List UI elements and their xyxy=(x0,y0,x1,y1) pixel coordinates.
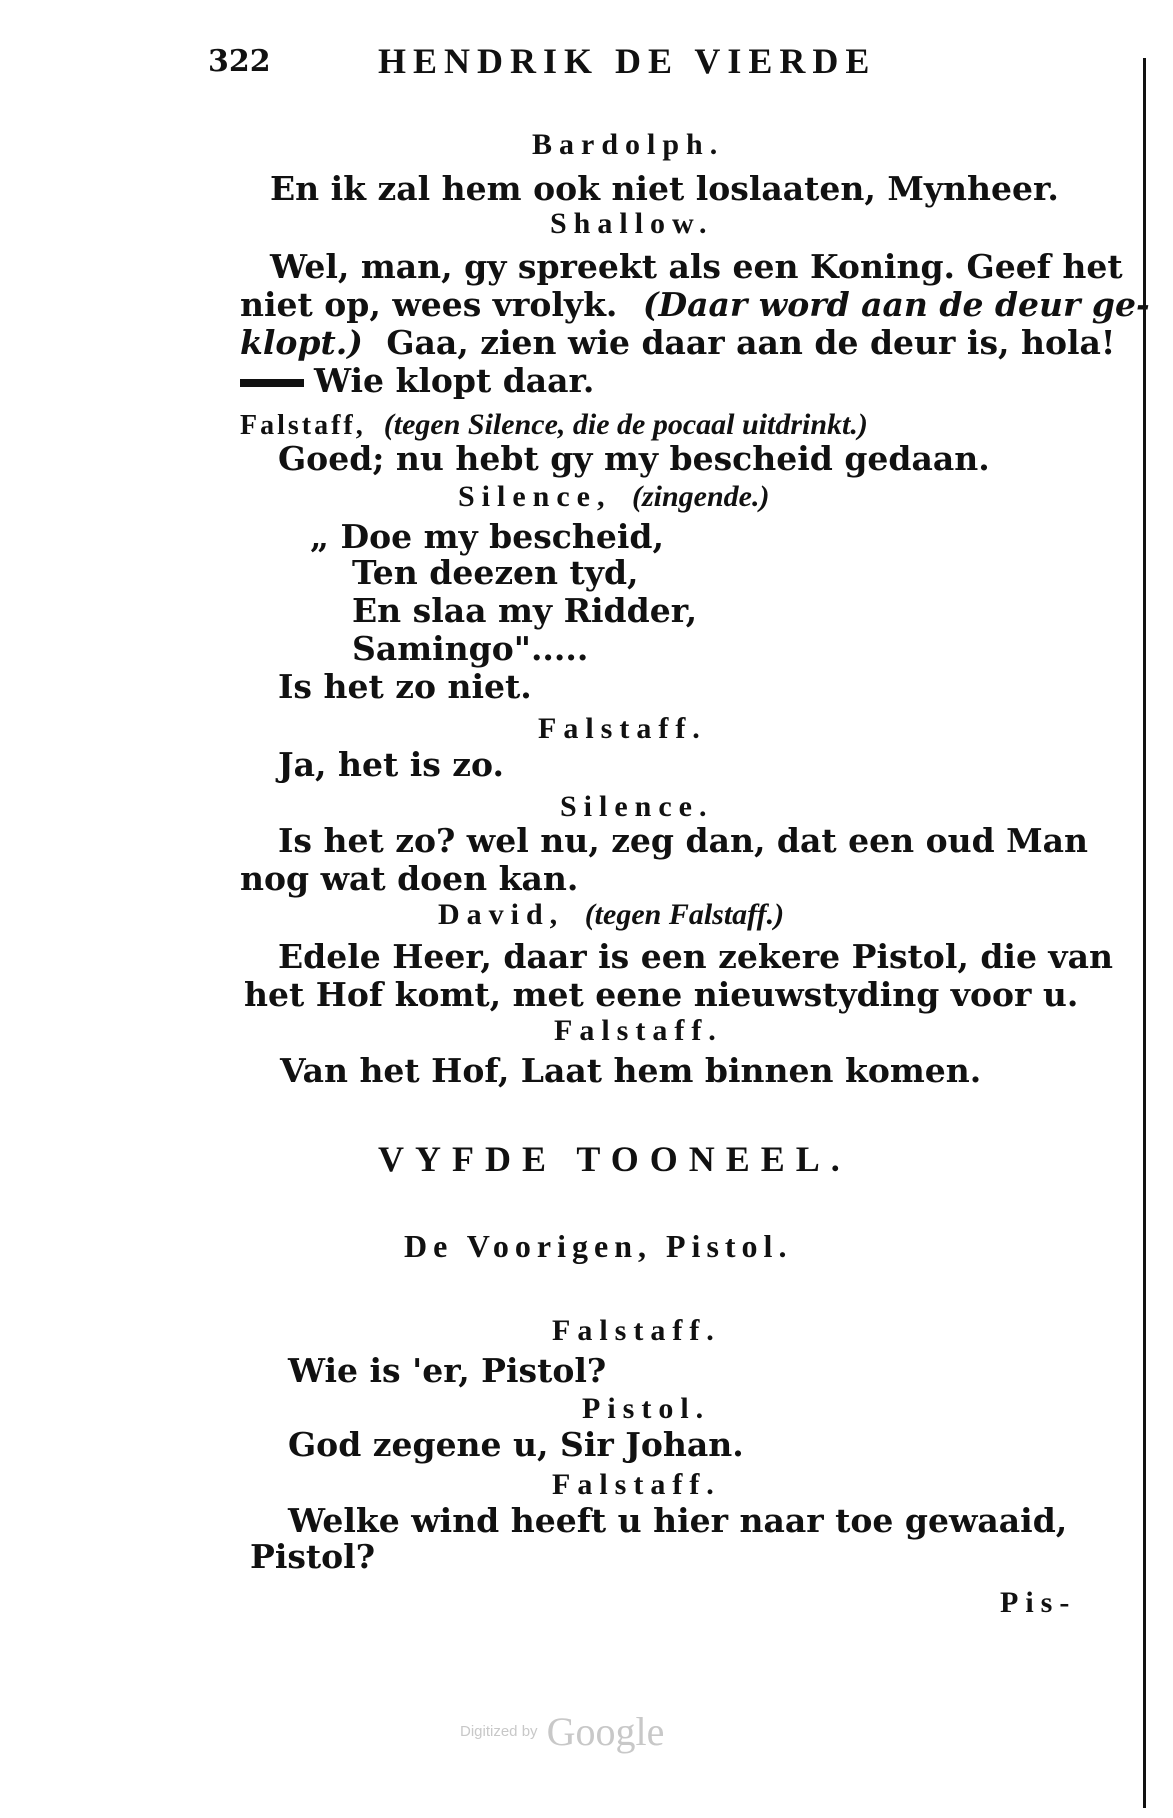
stage-direction: (zingende.) xyxy=(632,480,770,513)
speaker-silence: Silence, (zingende.) xyxy=(458,480,770,513)
dialogue-line: het Hof komt, met eene nieuwstyding voor u. xyxy=(244,975,1079,1014)
page-number: 322 xyxy=(208,44,271,79)
dialogue-line: Ja, het is zo. xyxy=(278,745,504,784)
song-line: „ Doe my bescheid, xyxy=(310,517,664,556)
digitized-watermark xyxy=(460,1708,664,1755)
running-title: HENDRIK DE VIERDE xyxy=(378,41,877,81)
speaker-silence: Silence. xyxy=(560,790,714,823)
dash-mark xyxy=(240,379,304,387)
dialogue-line: Is het zo niet. xyxy=(278,667,532,706)
dialogue-line: Pistol? xyxy=(250,1537,376,1576)
song-line: Samingo"..... xyxy=(352,629,589,668)
scene-heading: VYFDE TOONEEL. xyxy=(378,1139,851,1179)
dialogue-line: Wel, man, gy spreekt als een Koning. Geef het xyxy=(270,247,1123,286)
dialogue-line: Wie is 'er, Pistol? xyxy=(288,1351,607,1390)
speaker-pistol: Pistol. xyxy=(582,1392,711,1425)
speaker-falstaff: Falstaff, (tegen Silence, die de pocaal uitdrinkt.) xyxy=(240,408,868,441)
stage-direction: (Daar word aan de deur ge- xyxy=(642,285,1150,324)
dialogue-line: nog wat doen kan. xyxy=(240,859,579,898)
dialogue-line: En ik zal hem ook niet loslaaten, Mynheer. xyxy=(270,169,1059,208)
speaker-shallow: Shallow. xyxy=(550,207,714,240)
speaker-david: David, (tegen Falstaff.) xyxy=(438,898,785,931)
dialogue-line: Is het zo? wel nu, zeg dan, dat een oud Man xyxy=(278,821,1089,860)
dialogue-line: Welke wind heeft u hier naar toe gewaaid, xyxy=(288,1501,1068,1540)
dialogue-line: God zegene u, Sir Johan. xyxy=(288,1425,744,1464)
dialogue-line: klopt.) Gaa, zien wie daar aan de deur is, hola! xyxy=(240,323,1116,362)
google-wordmark: Google xyxy=(546,1709,665,1754)
catchword: Pis- xyxy=(1000,1586,1077,1619)
cast-list: De Voorigen, Pistol. xyxy=(404,1228,793,1264)
dialogue-line: Edele Heer, daar is een zekere Pistol, die van xyxy=(278,937,1113,976)
dialogue-line: Goed; nu hebt gy my bescheid gedaan. xyxy=(278,439,990,478)
speaker-bardolph: Bardolph. xyxy=(532,128,725,161)
song-line: Ten deezen tyd, xyxy=(352,553,639,592)
dialogue-line: Wie klopt daar. xyxy=(240,362,594,400)
stage-direction: (tegen Silence, die de pocaal uitdrinkt.) xyxy=(383,408,868,441)
digitized-by-text: Digitized by xyxy=(460,1723,538,1740)
stage-direction: (tegen Falstaff.) xyxy=(584,898,785,931)
song-line: En slaa my Ridder, xyxy=(352,591,698,630)
speaker-falstaff: Falstaff. xyxy=(554,1014,723,1047)
speaker-falstaff: Falstaff. xyxy=(552,1468,721,1501)
speaker-falstaff: Falstaff. xyxy=(538,712,707,745)
dialogue-line: Van het Hof, Laat hem binnen komen. xyxy=(280,1051,982,1090)
stage-direction: klopt.) xyxy=(240,323,363,362)
speaker-falstaff: Falstaff. xyxy=(552,1314,721,1347)
dialogue-line: niet op, wees vrolyk. (Daar word aan de deur ge- xyxy=(240,285,1150,324)
